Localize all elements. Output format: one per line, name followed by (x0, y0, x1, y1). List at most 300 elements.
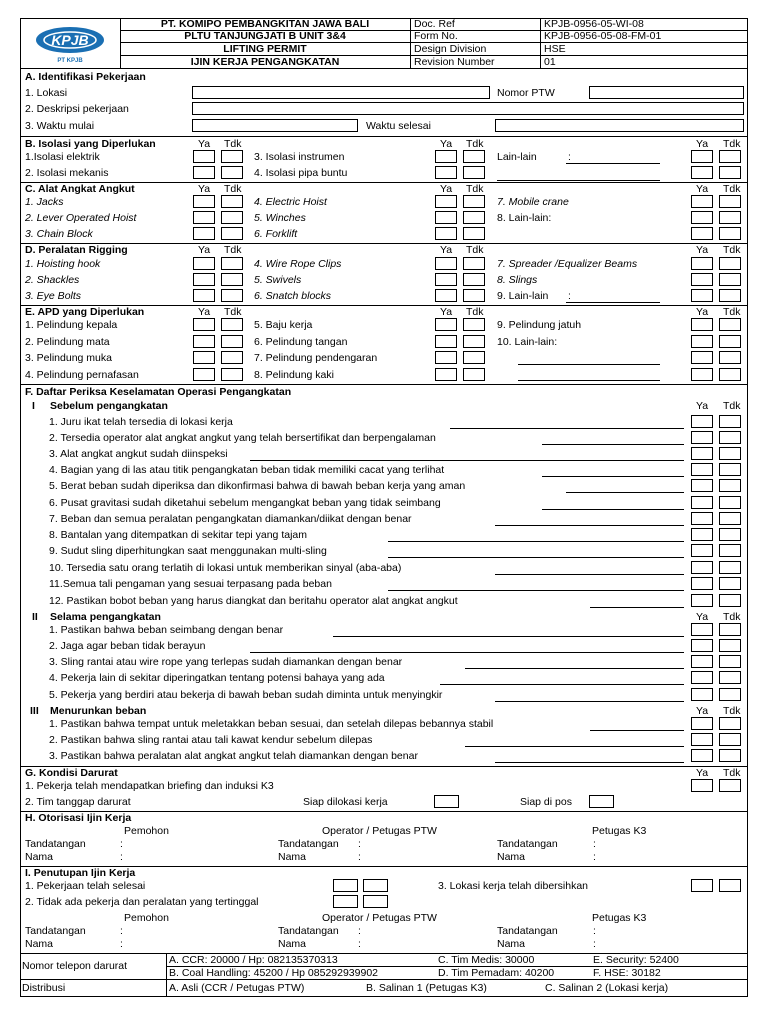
section-divider (20, 766, 748, 767)
checklist-item: 3. Pastikan bahwa peralatan alat angkat angkut telah diamankan dengan benar (49, 750, 418, 762)
section-e-title: E. APD yang Diperlukan (25, 306, 145, 318)
section-c-title: C. Alat Angkat Angkut (25, 183, 135, 195)
isolasi-pipa-buntu-label: 4. Isolasi pipa buntu (254, 167, 348, 179)
checklist-line (388, 541, 684, 542)
section-divider (20, 384, 748, 385)
colon: : (593, 838, 596, 850)
pelindung-pendengaran-tdk-checkbox[interactable] (463, 351, 485, 364)
nama-label: Nama (25, 851, 54, 863)
pelindung-muka-tdk-checkbox[interactable] (221, 351, 243, 364)
lain-lain-c-label: 8. Lain-lain: (497, 212, 552, 224)
k3-header: Petugas K3 (592, 912, 647, 924)
swivels-tdk-checkbox[interactable] (463, 273, 485, 286)
section-b-title: B. Isolasi yang Diperlukan (25, 138, 156, 150)
lever-hoist-ya-checkbox[interactable] (193, 211, 215, 224)
isolasi-pipa-ya-checkbox[interactable] (435, 166, 457, 179)
subsection-ii-number: II (32, 611, 38, 623)
tidak-tertinggal-label: 2. Tidak ada pekerja dan peralatan yang tertinggal (25, 896, 259, 908)
tandatangan-label: Tandatangan (25, 925, 86, 937)
checklist-ya-checkbox[interactable] (691, 594, 713, 607)
checklist-line (465, 746, 684, 747)
shackles-tdk-checkbox[interactable] (221, 273, 243, 286)
isolasi-elektrik-ya-checkbox[interactable] (193, 150, 215, 163)
colon: : (568, 290, 571, 302)
checklist-item: 12. Pastikan bobot beban yang harus diangkat dan beritahu operator alat angkat angkut (49, 595, 458, 607)
checklist-item: 2. Jaga agar beban tidak berayun (49, 640, 206, 652)
waktu-mulai-label: 3. Waktu mulai (25, 120, 95, 132)
isolasi-elektrik-tdk-checkbox[interactable] (221, 150, 243, 163)
swivels-ya-checkbox[interactable] (435, 273, 457, 286)
checklist-tdk-checkbox[interactable] (719, 463, 741, 476)
pelindung-mata-ya-checkbox[interactable] (193, 335, 215, 348)
checklist-line (388, 557, 684, 558)
lain-lain-c2-ya-checkbox[interactable] (691, 227, 713, 240)
lokasi-input[interactable] (192, 86, 490, 99)
isolasi-mekanis-tdk-checkbox[interactable] (221, 166, 243, 179)
lain-lain-e-tdk-checkbox[interactable] (719, 335, 741, 348)
wire-rope-clips-ya-checkbox[interactable] (435, 257, 457, 270)
jacks-tdk-checkbox[interactable] (221, 195, 243, 208)
siap-lokasi-checkbox[interactable] (434, 795, 459, 808)
shackles-label: 2. Shackles (25, 274, 80, 286)
tdk-header: Tdk (723, 767, 741, 779)
hoisting-hook-label: 1. Hoisting hook (25, 258, 101, 270)
colon: : (120, 925, 123, 937)
ya-header: Ya (696, 244, 709, 256)
checklist-tdk-checkbox[interactable] (719, 623, 741, 636)
electric-hoist-label: 4. Electric Hoist (254, 196, 327, 208)
isolasi-instrumen-tdk-checkbox[interactable] (463, 150, 485, 163)
checklist-item: 8. Bantalan yang ditempatkan di sekitar tepi yang tajam (49, 529, 307, 541)
colon: : (358, 851, 361, 863)
snatch-blocks-tdk-checkbox[interactable] (463, 289, 485, 302)
checklist-line (465, 668, 684, 669)
colon: : (358, 925, 361, 937)
ya-header: Ya (198, 306, 211, 318)
checklist-line (250, 460, 684, 461)
company-logo (28, 22, 112, 65)
section-divider (20, 136, 748, 137)
winches-tdk-checkbox[interactable] (463, 211, 485, 224)
snatch-blocks-ya-checkbox[interactable] (435, 289, 457, 302)
jacks-ya-checkbox[interactable] (193, 195, 215, 208)
checklist-line (590, 607, 684, 608)
checklist-tdk-checkbox[interactable] (719, 688, 741, 701)
pelindung-pendengaran-ya-checkbox[interactable] (435, 351, 457, 364)
lain-lain-d-label: 9. Lain-lain (497, 290, 549, 302)
checklist-item: 1. Pastikan bahwa tempat untuk meletakkan beban sesuai, dan setelah dilepas bebannya stabil (49, 718, 494, 730)
pelindung-kepala-ya-checkbox[interactable] (193, 318, 215, 331)
lain-lain-e-label: 10. Lain-lain: (497, 336, 558, 348)
operator-header: Operator / Petugas PTW (322, 912, 437, 924)
pelindung-jatuh-ya-checkbox[interactable] (691, 318, 713, 331)
tdk-header: Tdk (723, 306, 741, 318)
lain-lain-e2-ya-checkbox[interactable] (691, 351, 713, 364)
section-g-title: G. Kondisi Darurat (25, 767, 118, 779)
checklist-ya-checkbox[interactable] (691, 623, 713, 636)
tandatangan-label: Tandatangan (497, 838, 558, 850)
colon: : (358, 938, 361, 950)
siap-pos-label: Siap di pos (520, 796, 572, 808)
checklist-tdk-checkbox[interactable] (719, 639, 741, 652)
checklist-line (450, 428, 684, 429)
checklist-ya-checkbox[interactable] (691, 447, 713, 460)
tdk-header: Tdk (466, 138, 484, 150)
pelindung-jatuh-tdk-checkbox[interactable] (719, 318, 741, 331)
checklist-tdk-checkbox[interactable] (719, 717, 741, 730)
ya-header: Ya (440, 244, 453, 256)
mobile-crane-tdk-checkbox[interactable] (719, 195, 741, 208)
ya-header: Ya (696, 705, 709, 717)
colon: : (358, 838, 361, 850)
siap-lokasi-label: Siap dilokasi kerja (303, 796, 388, 808)
ya-header: Ya (696, 767, 709, 779)
tdk-header: Tdk (224, 138, 242, 150)
pelindung-kaki-label: 8. Pelindung kaki (254, 369, 334, 381)
pelindung-kepala-tdk-checkbox[interactable] (221, 318, 243, 331)
checklist-tdk-checkbox[interactable] (719, 561, 741, 574)
nama-label: Nama (497, 851, 526, 863)
section-a-title: A. Identifikasi Pekerjaan (25, 71, 146, 83)
nomor-ptw-label: Nomor PTW (497, 87, 555, 99)
distribusi-a: A. Asli (CCR / Petugas PTW) (169, 982, 305, 994)
waktu-mulai-input[interactable] (192, 119, 358, 132)
checklist-ya-checkbox[interactable] (691, 688, 713, 701)
nama-label: Nama (278, 851, 307, 863)
lain-lain-ya-checkbox[interactable] (691, 150, 713, 163)
checklist-ya-checkbox[interactable] (691, 749, 713, 762)
checklist-item: 5. Berat beban sudah diperiksa dan dikonfirmasi bahwa di bawah beban kerja yang aman (49, 480, 466, 492)
checklist-ya-checkbox[interactable] (691, 577, 713, 590)
pelindung-kaki-ya-checkbox[interactable] (435, 368, 457, 381)
checklist-line (542, 476, 684, 477)
ya-header: Ya (696, 400, 709, 412)
checklist-tdk-checkbox[interactable] (719, 544, 741, 557)
swivels-label: 5. Swivels (254, 274, 302, 286)
ya-header: Ya (440, 306, 453, 318)
checklist-ya-checkbox[interactable] (691, 639, 713, 652)
snatch-blocks-label: 6. Snatch blocks (254, 290, 332, 302)
checklist-tdk-checkbox[interactable] (719, 749, 741, 762)
lokasi-dibersihkan-tdk-checkbox[interactable] (719, 879, 741, 892)
wire-rope-clips-label: 4. Wire Rope Clips (254, 258, 342, 270)
checklist-ya-checkbox[interactable] (691, 415, 713, 428)
checklist-line (388, 590, 684, 591)
colon: : (593, 925, 596, 937)
checklist-item: 2. Pastikan bahwa sling rantai atau tali kawat kendur sebelum dilepas (49, 734, 373, 746)
isolasi-instrumen-ya-checkbox[interactable] (435, 150, 457, 163)
chain-block-ya-checkbox[interactable] (193, 227, 215, 240)
lain-lain-c-tdk-checkbox[interactable] (719, 211, 741, 224)
distribusi-b: B. Salinan 1 (Petugas K3) (366, 982, 487, 994)
hoisting-hook-tdk-checkbox[interactable] (221, 257, 243, 270)
winches-label: 5. Winches (254, 212, 306, 224)
lain-lain-e3-ya-checkbox[interactable] (691, 368, 713, 381)
ya-header: Ya (440, 183, 453, 195)
lain-lain-2-tdk-checkbox[interactable] (719, 166, 741, 179)
lain-lain-d-tdk-checkbox[interactable] (719, 289, 741, 302)
lain-lain-e-input-2[interactable] (518, 380, 660, 381)
section-divider (20, 243, 748, 244)
tim-tanggap-label: 2. Tim tanggap darurat (25, 796, 131, 808)
pelindung-pernafasan-ya-checkbox[interactable] (193, 368, 215, 381)
checklist-line (495, 525, 684, 526)
checklist-ya-checkbox[interactable] (691, 544, 713, 557)
chain-block-tdk-checkbox[interactable] (221, 227, 243, 240)
colon: : (568, 151, 571, 163)
slings-label: 8. Slings (497, 274, 538, 286)
pelindung-muka-label: 3. Pelindung muka (25, 352, 112, 364)
isolasi-elektrik-label: 1.Isolasi elektrik (25, 151, 100, 163)
form-no-label: Form No. (414, 30, 458, 42)
checklist-line (250, 652, 684, 653)
subsection-i-title: Sebelum pengangkatan (50, 400, 168, 412)
checklist-line (542, 509, 684, 510)
lain-lain-c-ya-checkbox[interactable] (691, 211, 713, 224)
eye-bolts-label: 3. Eye Bolts (25, 290, 82, 302)
ya-header: Ya (696, 183, 709, 195)
checklist-ya-checkbox[interactable] (691, 528, 713, 541)
checklist-line (440, 684, 684, 685)
form-subtitle: IJIN KERJA PENGANGKATAN (190, 56, 340, 68)
tidak-tertinggal-ya-checkbox[interactable] (333, 895, 358, 908)
checklist-tdk-checkbox[interactable] (719, 431, 741, 444)
baju-kerja-tdk-checkbox[interactable] (463, 318, 485, 331)
nama-label: Nama (25, 938, 54, 950)
electric-hoist-ya-checkbox[interactable] (435, 195, 457, 208)
ccr-contact: A. CCR: 20000 / Hp: 082135370313 (169, 954, 338, 966)
checklist-tdk-checkbox[interactable] (719, 479, 741, 492)
checklist-ya-checkbox[interactable] (691, 655, 713, 668)
pelindung-tangan-tdk-checkbox[interactable] (463, 335, 485, 348)
checklist-line (495, 701, 684, 702)
pelindung-mata-label: 2. Pelindung mata (25, 336, 110, 348)
company-name: PT. KOMIPO PEMBANGKITAN JAWA BALI (160, 18, 370, 30)
pelindung-jatuh-label: 9. Pelindung jatuh (497, 319, 582, 331)
tandatangan-label: Tandatangan (278, 838, 339, 850)
checklist-tdk-checkbox[interactable] (719, 655, 741, 668)
hse-contact: F. HSE: 30182 (593, 967, 661, 979)
pelindung-mata-tdk-checkbox[interactable] (221, 335, 243, 348)
checklist-tdk-checkbox[interactable] (719, 671, 741, 684)
pemohon-header: Pemohon (124, 912, 169, 924)
tdk-header: Tdk (723, 705, 741, 717)
form-title: LIFTING PERMIT (223, 43, 307, 55)
briefing-tdk-checkbox[interactable] (719, 779, 741, 792)
logo-subtext: PT KPJB (57, 58, 83, 64)
checklist-ya-checkbox[interactable] (691, 671, 713, 684)
security-contact: E. Security: 52400 (593, 954, 679, 966)
tandatangan-label: Tandatangan (497, 925, 558, 937)
checklist-item: 5. Pekerja yang berdiri atau bekerja di bawah beban sudah diminta untuk menyingkir (49, 689, 443, 701)
subsection-iii-title: Menurunkan beban (50, 705, 147, 717)
eye-bolts-tdk-checkbox[interactable] (221, 289, 243, 302)
pelindung-tangan-label: 6. Pelindung tangan (254, 336, 348, 348)
operator-header: Operator / Petugas PTW (322, 825, 437, 837)
baju-kerja-label: 5. Baju kerja (254, 319, 313, 331)
lokasi-dibersihkan-ya-checkbox[interactable] (691, 879, 713, 892)
spreader-beams-label: 7. Spreader /Equalizer Beams (497, 258, 638, 270)
spreader-tdk-checkbox[interactable] (719, 257, 741, 270)
checklist-item: 11.Semua tali pengaman yang sesuai terpasang pada beban (49, 578, 332, 590)
checklist-ya-checkbox[interactable] (691, 479, 713, 492)
colon: : (593, 938, 596, 950)
forklift-tdk-checkbox[interactable] (463, 227, 485, 240)
winches-ya-checkbox[interactable] (435, 211, 457, 224)
tdk-header: Tdk (723, 183, 741, 195)
lain-lain-2-ya-checkbox[interactable] (691, 166, 713, 179)
design-division-label: Design Division (414, 43, 487, 55)
checklist-tdk-checkbox[interactable] (719, 415, 741, 428)
tdk-header: Tdk (723, 138, 741, 150)
pelindung-kaki-tdk-checkbox[interactable] (463, 368, 485, 381)
doc-ref-value: KPJB-0956-05-WI-08 (544, 18, 644, 30)
briefing-ya-checkbox[interactable] (691, 779, 713, 792)
pelindung-pernafasan-tdk-checkbox[interactable] (221, 368, 243, 381)
ya-header: Ya (198, 183, 211, 195)
pelindung-tangan-ya-checkbox[interactable] (435, 335, 457, 348)
ya-header: Ya (696, 306, 709, 318)
checklist-tdk-checkbox[interactable] (719, 594, 741, 607)
lain-lain-d-input[interactable] (566, 302, 660, 303)
revision-number-value: 01 (544, 56, 556, 68)
pelindung-pendengaran-label: 7. Pelindung pendengaran (254, 352, 378, 364)
pelindung-muka-ya-checkbox[interactable] (193, 351, 215, 364)
wire-rope-clips-tdk-checkbox[interactable] (463, 257, 485, 270)
section-h-title: H. Otorisasi Ijin Kerja (25, 812, 132, 824)
siap-pos-checkbox[interactable] (589, 795, 614, 808)
checklist-tdk-checkbox[interactable] (719, 512, 741, 525)
checklist-tdk-checkbox[interactable] (719, 577, 741, 590)
header-divider (540, 18, 541, 69)
waktu-selesai-input[interactable] (495, 119, 744, 132)
section-f-title: F. Daftar Periksa Keselamatan Operasi Pengangkatan (25, 386, 292, 398)
pekerjaan-selesai-ya-checkbox[interactable] (333, 879, 358, 892)
ya-header: Ya (198, 244, 211, 256)
footer-divider (166, 953, 167, 997)
colon: : (120, 838, 123, 850)
lever-hoist-tdk-checkbox[interactable] (221, 211, 243, 224)
lain-lain-e-ya-checkbox[interactable] (691, 335, 713, 348)
checklist-item: 7. Beban dan semua peralatan pengangkatan diamankan/diikat dengan benar (49, 513, 412, 525)
checklist-tdk-checkbox[interactable] (719, 733, 741, 746)
lever-hoist-label: 2. Lever Operated Hoist (25, 212, 137, 224)
electric-hoist-tdk-checkbox[interactable] (463, 195, 485, 208)
checklist-ya-checkbox[interactable] (691, 496, 713, 509)
doc-ref-label: Doc. Ref (414, 18, 455, 30)
checklist-ya-checkbox[interactable] (691, 717, 713, 730)
checklist-line (333, 636, 684, 637)
forklift-ya-checkbox[interactable] (435, 227, 457, 240)
checklist-item: 3. Alat angkat angkut sudah diinspeksi (49, 448, 228, 460)
header-divider (410, 18, 411, 69)
subsection-iii-number: III (30, 705, 39, 717)
checklist-ya-checkbox[interactable] (691, 512, 713, 525)
nama-label: Nama (497, 938, 526, 950)
lain-lain-input-2[interactable] (497, 180, 660, 181)
k3-header: Petugas K3 (592, 825, 647, 837)
pemadam-contact: D. Tim Pemadam: 40200 (438, 967, 555, 979)
checklist-item: 4. Bagian yang di las atau titik pengangkatan beban tidak memiliki cacat yang terlihat (49, 464, 445, 476)
checklist-item: 10. Tersedia satu orang terlatih di lokasi untuk memberikan sinyal (aba-aba) (49, 562, 402, 574)
slings-ya-checkbox[interactable] (691, 273, 713, 286)
lain-lain-e-input[interactable] (518, 364, 660, 365)
emergency-phone-label: Nomor telepon darurat (22, 960, 128, 972)
lain-lain-e3-tdk-checkbox[interactable] (719, 368, 741, 381)
isolasi-pipa-tdk-checkbox[interactable] (463, 166, 485, 179)
lokasi-dibersihkan-label: 3. Lokasi kerja telah dibersihkan (438, 880, 589, 892)
checklist-item: 1. Juru ikat telah tersedia di lokasi kerja (49, 416, 233, 428)
checklist-item: 2. Tersedia operator alat angkat angkut yang telah bersertifikat dan berpengalaman (49, 432, 436, 444)
distribusi-label: Distribusi (22, 982, 66, 994)
checklist-line (566, 492, 684, 493)
mobile-crane-ya-checkbox[interactable] (691, 195, 713, 208)
checklist-ya-checkbox[interactable] (691, 733, 713, 746)
tandatangan-label: Tandatangan (278, 925, 339, 937)
tdk-header: Tdk (466, 183, 484, 195)
coal-handling-contact: B. Coal Handling: 45200 / Hp 085292939902 (169, 967, 378, 979)
isolasi-mekanis-ya-checkbox[interactable] (193, 166, 215, 179)
section-d-title: D. Peralatan Rigging (25, 244, 128, 256)
lain-lain-label: Lain-lain (497, 151, 537, 163)
tdk-header: Tdk (723, 244, 741, 256)
checklist-ya-checkbox[interactable] (691, 463, 713, 476)
pekerjaan-selesai-label: 1. Pekerjaan telah selesai (25, 880, 146, 892)
ya-header: Ya (696, 138, 709, 150)
baju-kerja-ya-checkbox[interactable] (435, 318, 457, 331)
checklist-tdk-checkbox[interactable] (719, 528, 741, 541)
tdk-header: Tdk (723, 400, 741, 412)
nama-label: Nama (278, 938, 307, 950)
lain-lain-d-ya-checkbox[interactable] (691, 289, 713, 302)
hoisting-hook-ya-checkbox[interactable] (193, 257, 215, 270)
checklist-ya-checkbox[interactable] (691, 431, 713, 444)
eye-bolts-ya-checkbox[interactable] (193, 289, 215, 302)
checklist-item: 1. Pastikan bahwa beban seimbang dengan benar (49, 624, 284, 636)
tdk-header: Tdk (723, 611, 741, 623)
pekerjaan-selesai-tdk-checkbox[interactable] (363, 879, 388, 892)
lain-lain-e2-tdk-checkbox[interactable] (719, 351, 741, 364)
revision-number-label: Revision Number (414, 56, 495, 68)
shackles-ya-checkbox[interactable] (193, 273, 215, 286)
spreader-ya-checkbox[interactable] (691, 257, 713, 270)
subsection-i-number: I (32, 400, 35, 412)
lain-lain-c2-tdk-checkbox[interactable] (719, 227, 741, 240)
pelindung-pernafasan-label: 4. Pelindung pernafasan (25, 369, 139, 381)
deskripsi-input[interactable] (192, 102, 744, 115)
checklist-tdk-checkbox[interactable] (719, 447, 741, 460)
checklist-item: 4. Pekerja lain di sekitar diperingatkan tentang potensi bahaya yang ada (49, 672, 385, 684)
deskripsi-label: 2. Deskripsi pekerjaan (25, 103, 129, 115)
checklist-ya-checkbox[interactable] (691, 561, 713, 574)
design-division-value: HSE (544, 43, 566, 55)
lain-lain-input[interactable] (566, 163, 660, 164)
plant-name: PLTU TANJUNGJATI B UNIT 3&4 (184, 30, 346, 42)
checklist-item: 3. Sling rantai atau wire rope yang terlepas sudah diamankan dengan benar (49, 656, 403, 668)
colon: : (593, 851, 596, 863)
ya-header: Ya (440, 138, 453, 150)
lain-lain-tdk-checkbox[interactable] (719, 150, 741, 163)
slings-tdk-checkbox[interactable] (719, 273, 741, 286)
checklist-tdk-checkbox[interactable] (719, 496, 741, 509)
lokasi-label: 1. Lokasi (25, 87, 68, 99)
waktu-selesai-label: Waktu selesai (366, 120, 431, 132)
nomor-ptw-input[interactable] (589, 86, 744, 99)
mobile-crane-label: 7. Mobile crane (497, 196, 569, 208)
distribusi-c: C. Salinan 2 (Lokasi kerja) (545, 982, 669, 994)
isolasi-instrumen-label: 3. Isolasi instrumen (254, 151, 345, 163)
tidak-tertinggal-tdk-checkbox[interactable] (363, 895, 388, 908)
